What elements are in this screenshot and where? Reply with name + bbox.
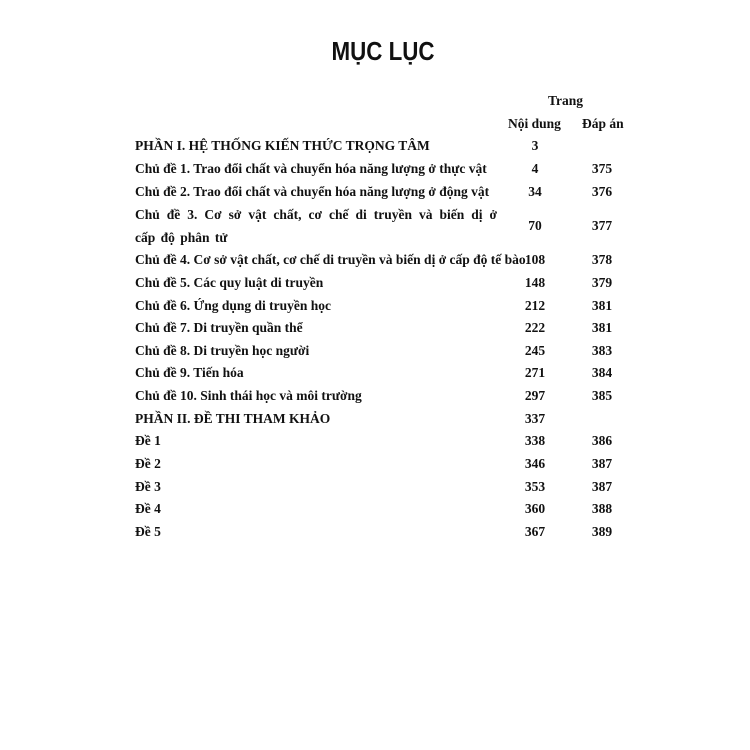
toc-answer-page: 386 — [591, 433, 613, 448]
toc-content-page: 4 — [531, 161, 539, 176]
toc-content-page: 148 — [524, 275, 546, 290]
toc-content-page: 245 — [524, 343, 546, 358]
toc-answer-page: 379 — [591, 275, 613, 290]
toc-content-page: 34 — [528, 184, 542, 199]
toc-answer-page: 389 — [591, 524, 613, 539]
toc-answer-page: 376 — [591, 184, 613, 199]
toc-answer-page: 385 — [591, 388, 613, 403]
toc-entry-label: Đề 4 — [135, 501, 161, 516]
toc-content-page: 271 — [524, 365, 546, 380]
toc-entry-label: Đề 2 — [135, 456, 161, 471]
toc-entry-row[interactable] — [135, 203, 635, 249]
toc-answer-page: 378 — [591, 252, 613, 267]
toc-content-page: 70 — [528, 218, 542, 233]
toc-content-page: 353 — [524, 479, 546, 494]
toc-entry-label: Chủ đề 8. Di truyền học người — [135, 343, 310, 358]
toc-content-page: 367 — [524, 524, 546, 539]
toc-answer-page: 381 — [591, 320, 613, 335]
toc-entry-label: Đề 5 — [135, 524, 161, 539]
toc-answer-page: 387 — [591, 456, 613, 471]
content-column-header: Nội dung — [508, 116, 561, 131]
toc-content-page: 108 — [524, 252, 546, 267]
answer-column-header: Đáp án — [582, 116, 624, 131]
toc-entry-label: PHẦN II. ĐỀ THI THAM KHẢO — [135, 411, 331, 426]
toc-entry-label: Chủ đề 3. Cơ sở vật chất, cơ chế di truyền và biến dị ở cấp độ phân tử — [135, 207, 497, 245]
toc-content-page: 3 — [531, 138, 539, 153]
toc-entry-label: Chủ đề 9. Tiến hóa — [135, 365, 244, 380]
toc-answer-page: 388 — [591, 501, 613, 516]
page-title: MỤC LỤC — [331, 36, 435, 66]
toc-content-page: 338 — [524, 433, 546, 448]
toc-content-page: 337 — [524, 411, 546, 426]
toc-entry-label: Chủ đề 7. Di truyền quần thể — [135, 320, 303, 335]
toc-entry-label: Chủ đề 10. Sinh thái học và môi trường — [135, 388, 362, 403]
page-column-header: Trang — [548, 93, 584, 108]
toc-entry-label: PHẦN I. HỆ THỐNG KIẾN THỨC TRỌNG TÂM — [135, 138, 430, 153]
toc-entry-label: Chủ đề 1. Trao đổi chất và chuyển hóa năng lượng ở thực vật — [135, 161, 487, 176]
toc-content-page: 346 — [524, 456, 546, 471]
toc-content-page: 212 — [524, 298, 546, 313]
toc-content-page: 360 — [524, 501, 546, 516]
toc-entry-label: Đề 3 — [135, 479, 161, 494]
toc-entry-label: Chủ đề 2. Trao đổi chất và chuyển hóa năng lượng ở động vật — [135, 184, 490, 199]
toc-entry-label: Chủ đề 5. Các quy luật di truyền — [135, 275, 324, 290]
toc-answer-page: 377 — [591, 218, 613, 233]
toc-entry-label: Đề 1 — [135, 433, 161, 448]
toc-content-page: 297 — [524, 388, 546, 403]
toc-content-page: 222 — [524, 320, 546, 335]
toc-answer-page: 381 — [591, 298, 613, 313]
toc-entry-label: Chủ đề 4. Cơ sở vật chất, cơ chế di truyền và biến dị ở cấp độ tế bào — [135, 252, 526, 267]
toc-answer-page: 387 — [591, 479, 613, 494]
toc-answer-page: 383 — [591, 343, 613, 358]
toc-answer-page: 384 — [591, 365, 613, 380]
toc-entry-label: Chủ đề 6. Ứng dụng di truyền học — [135, 298, 332, 313]
toc-answer-page: 375 — [591, 161, 613, 176]
